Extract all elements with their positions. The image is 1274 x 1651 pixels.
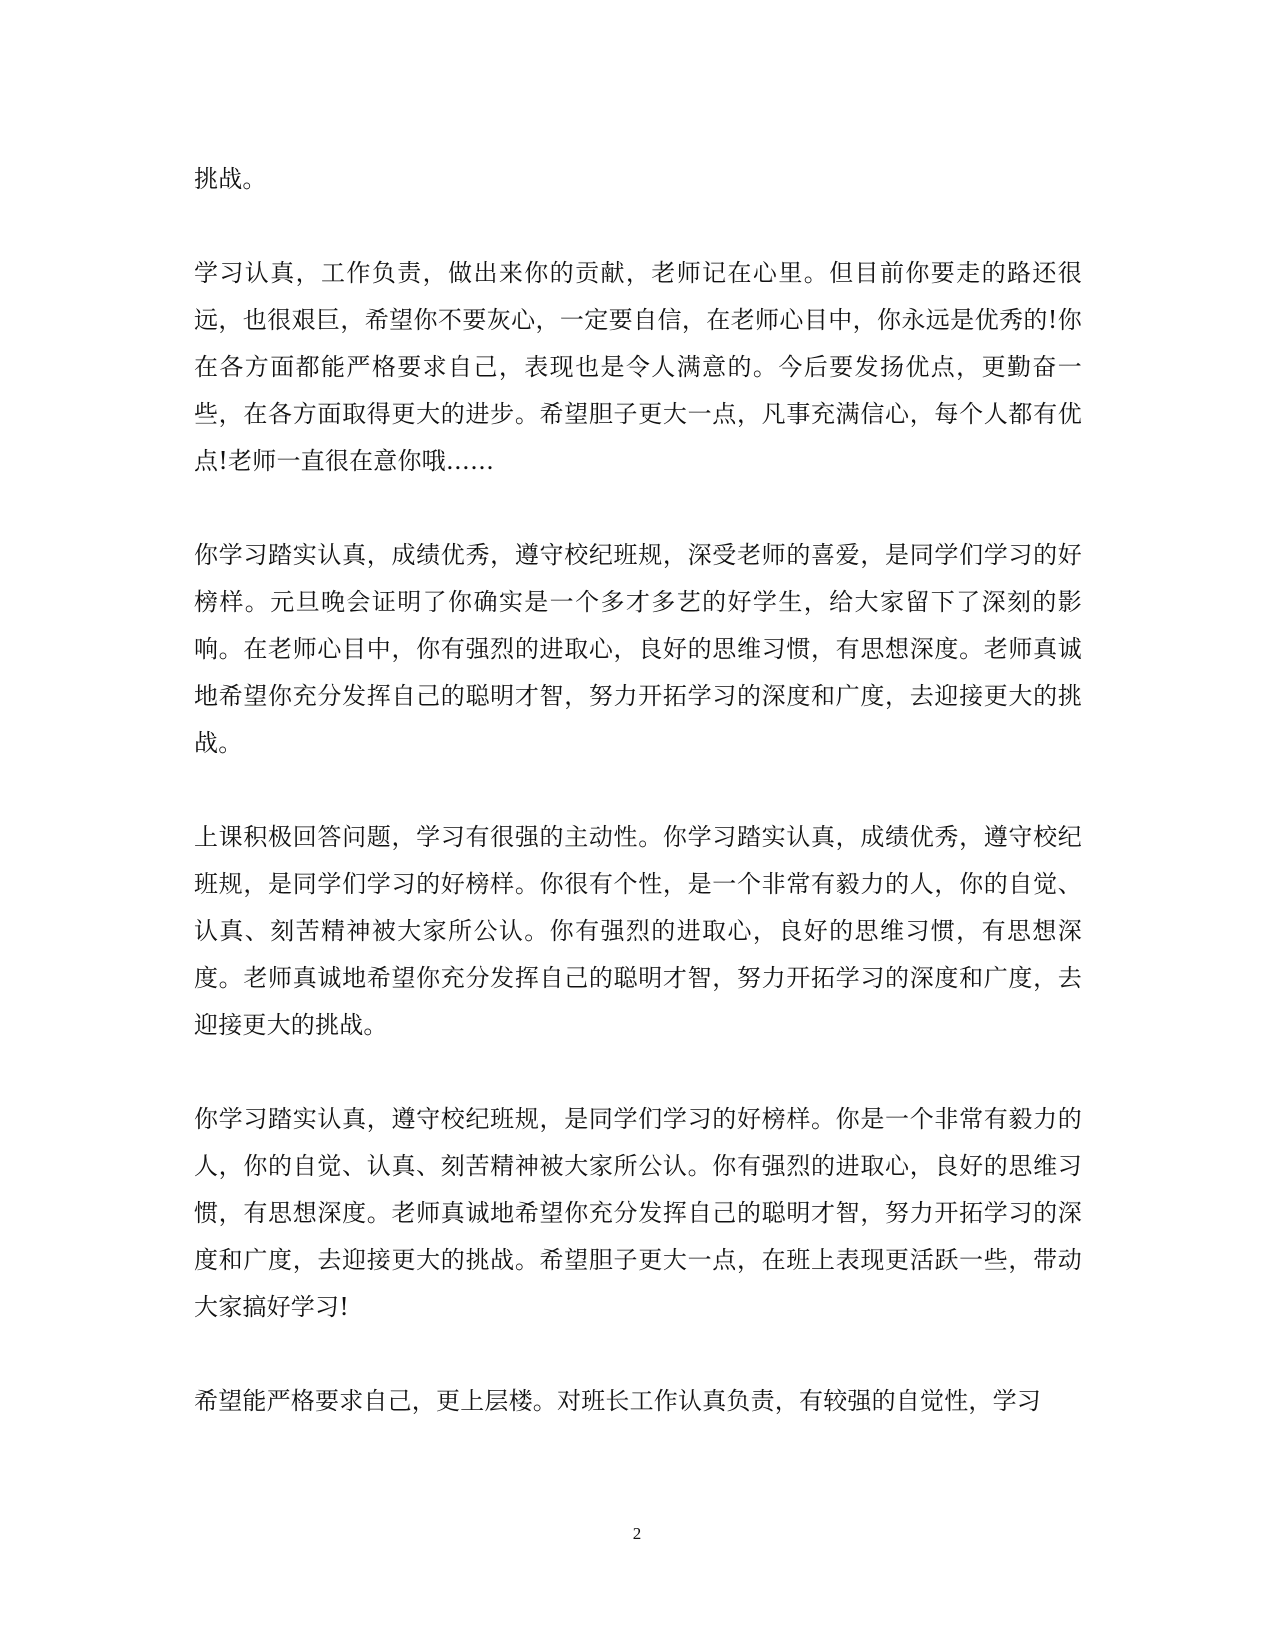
paragraph-2: 学习认真，工作负责，做出来你的贡献，老师记在心里。但目前你要走的路还很远，也很艰巨，希望你不要灰心，一定要自信，在老师心目中，你永远是优秀的!你在各方面都能严格要求自己，表现也是令人满意的。今后要发扬优点，更勤奋一些，在各方面取得更大的进步。希望胆子更大一点，凡事充满信心，每个人都有优点!老师一直很在意你哦…… <box>194 259 1082 475</box>
paragraph-6: 希望能严格要求自己，更上层楼。对班长工作认真负责，有较强的自觉性，学习 <box>194 1387 1041 1415</box>
document-body <box>194 156 1082 1425</box>
paragraph-1: 挑战。 <box>194 165 267 193</box>
page-number: 2 <box>632 1524 642 1543</box>
paragraph-4: 上课积极回答问题，学习有很强的主动性。你学习踏实认真，成绩优秀，遵守校纪班规，是同学们学习的好榜样。你很有个性，是一个非常有毅力的人，你的自觉、认真、刻苦精神被大家所公认。你有强烈的进取心，良好的思维习惯，有思想深度。老师真诚地希望你充分发挥自己的聪明才智，努力开拓学习的深度和广度，去迎接更大的挑战。 <box>194 823 1082 1039</box>
paragraph-3: 你学习踏实认真，成绩优秀，遵守校纪班规，深受老师的喜爱，是同学们学习的好榜样。元旦晚会证明了你确实是一个多才多艺的好学生，给大家留下了深刻的影响。在老师心目中，你有强烈的进取心，良好的思维习惯，有思想深度。老师真诚地希望你充分发挥自己的聪明才智，努力开拓学习的深度和广度，去迎接更大的挑战。 <box>194 541 1082 757</box>
paragraph-5: 你学习踏实认真，遵守校纪班规，是同学们学习的好榜样。你是一个非常有毅力的人，你的自觉、认真、刻苦精神被大家所公认。你有强烈的进取心，良好的思维习惯，有思想深度。老师真诚地希望你充分发挥自己的聪明才智，努力开拓学习的深度和广度，去迎接更大的挑战。希望胆子更大一点，在班上表现更活跃一些，带动大家搞好学习! <box>194 1105 1082 1321</box>
